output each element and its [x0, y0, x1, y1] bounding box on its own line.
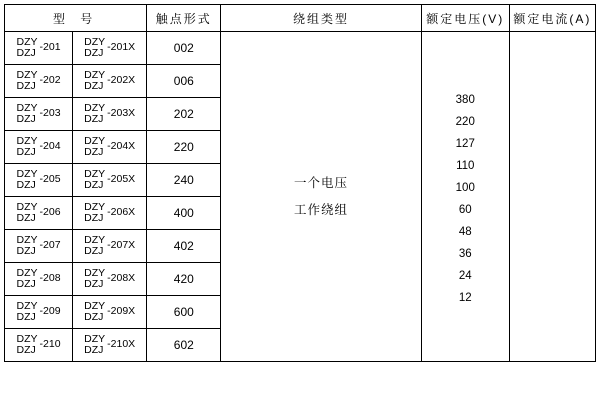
model-cell-a — [5, 263, 73, 296]
model-b-bottom: DZJ — [84, 245, 104, 257]
model-a-bottom: DZJ — [16, 212, 36, 224]
voltage-value: 48 — [458, 225, 472, 238]
model-a-bottom: DZJ — [16, 146, 36, 158]
contact-form-value: 006 — [147, 65, 221, 98]
rated-voltage-values — [421, 32, 509, 362]
model-b-suffix: -207X — [107, 239, 136, 252]
model-a-bottom: DZJ — [16, 245, 36, 257]
model-a-top: DZY — [16, 167, 38, 180]
model-cell-b — [73, 164, 147, 197]
model-cell-b — [73, 98, 147, 131]
contact-form-value: 240 — [147, 164, 221, 197]
model-b-suffix: -209X — [107, 305, 136, 318]
model-b-bottom: DZJ — [84, 146, 104, 158]
winding-type-value — [221, 32, 421, 362]
table-body — [5, 32, 596, 362]
model-b-top: DZY — [84, 68, 106, 81]
model-b-suffix: -205X — [107, 173, 136, 186]
table-row — [5, 32, 596, 65]
model-a-bottom: DZJ — [16, 311, 36, 323]
model-cell-a — [5, 296, 73, 329]
model-a-top: DZY — [16, 134, 38, 147]
model-cell-b — [73, 230, 147, 263]
column-header-contact-form: 触点形式 — [147, 5, 221, 32]
winding-line-2: 工作绕组 — [294, 202, 349, 217]
model-b-top: DZY — [84, 266, 106, 279]
model-a-suffix: -206 — [39, 206, 61, 219]
model-b-bottom: DZJ — [84, 80, 104, 92]
model-b-suffix: -206X — [107, 206, 136, 219]
voltage-value: 220 — [455, 115, 475, 128]
voltage-value: 12 — [458, 291, 472, 304]
voltage-value: 24 — [458, 269, 472, 282]
column-header-model: 型 号 — [5, 5, 147, 32]
column-header-rated-current: 额定电流(A) — [509, 5, 595, 32]
model-a-suffix: -204 — [39, 140, 61, 153]
model-b-bottom: DZJ — [84, 311, 104, 323]
column-header-winding-type: 绕组类型 — [221, 5, 421, 32]
voltage-value: 100 — [455, 181, 475, 194]
model-cell-b — [73, 65, 147, 98]
contact-form-value: 400 — [147, 197, 221, 230]
model-b-suffix: -203X — [107, 107, 136, 120]
model-b-bottom: DZJ — [84, 212, 104, 224]
specification-table — [4, 4, 596, 362]
voltage-value: 60 — [458, 203, 472, 216]
model-a-bottom: DZJ — [16, 47, 36, 59]
model-a-suffix: -205 — [39, 173, 61, 186]
model-a-top: DZY — [16, 200, 38, 213]
model-cell-b — [73, 263, 147, 296]
model-cell-a — [5, 197, 73, 230]
model-a-bottom: DZJ — [16, 80, 36, 92]
model-cell-b — [73, 329, 147, 362]
model-a-suffix: -208 — [39, 272, 61, 285]
model-cell-b — [73, 197, 147, 230]
model-cell-a — [5, 98, 73, 131]
model-a-bottom: DZJ — [16, 179, 36, 191]
model-cell-b — [73, 32, 147, 65]
model-b-bottom: DZJ — [84, 179, 104, 191]
model-cell-b — [73, 296, 147, 329]
table-header-row — [5, 5, 596, 32]
model-b-suffix: -204X — [107, 140, 136, 153]
model-a-top: DZY — [16, 101, 38, 114]
model-a-suffix: -203 — [39, 107, 61, 120]
column-header-rated-voltage: 额定电压(V) — [421, 5, 509, 32]
model-b-top: DZY — [84, 332, 106, 345]
model-b-suffix: -202X — [107, 74, 136, 87]
model-cell-a — [5, 164, 73, 197]
model-a-bottom: DZJ — [16, 278, 36, 290]
voltage-value: 36 — [458, 247, 472, 260]
model-a-top: DZY — [16, 35, 38, 48]
model-b-bottom: DZJ — [84, 113, 104, 125]
model-a-suffix: -209 — [39, 305, 61, 318]
model-a-top: DZY — [16, 266, 38, 279]
model-a-top: DZY — [16, 233, 38, 246]
model-b-suffix: -210X — [107, 338, 136, 351]
model-b-suffix: -208X — [107, 272, 136, 285]
winding-line-1: 一个电压 — [294, 176, 349, 191]
model-b-bottom: DZJ — [84, 278, 104, 290]
model-b-top: DZY — [84, 134, 106, 147]
model-a-bottom: DZJ — [16, 113, 36, 125]
model-b-bottom: DZJ — [84, 344, 104, 356]
model-cell-a — [5, 329, 73, 362]
spec-table-page — [0, 4, 600, 404]
model-cell-a — [5, 131, 73, 164]
contact-form-value: 420 — [147, 263, 221, 296]
model-cell-a — [5, 65, 73, 98]
contact-form-value: 002 — [147, 32, 221, 65]
model-cell-a — [5, 230, 73, 263]
model-cell-a — [5, 32, 73, 65]
model-b-top: DZY — [84, 299, 106, 312]
model-a-bottom: DZJ — [16, 344, 36, 356]
contact-form-value: 600 — [147, 296, 221, 329]
contact-form-value: 220 — [147, 131, 221, 164]
table-header — [5, 5, 596, 32]
contact-form-value: 602 — [147, 329, 221, 362]
voltage-value: 380 — [455, 93, 475, 106]
model-a-top: DZY — [16, 68, 38, 81]
contact-form-value: 202 — [147, 98, 221, 131]
model-b-suffix: -201X — [107, 41, 136, 54]
model-a-suffix: -210 — [39, 338, 61, 351]
rated-current-value — [509, 32, 595, 362]
model-b-top: DZY — [84, 233, 106, 246]
model-b-bottom: DZJ — [84, 47, 104, 59]
model-b-top: DZY — [84, 35, 106, 48]
contact-form-value: 402 — [147, 230, 221, 263]
model-b-top: DZY — [84, 200, 106, 213]
model-a-suffix: -201 — [39, 41, 61, 54]
model-a-suffix: -202 — [39, 74, 61, 87]
model-a-top: DZY — [16, 299, 38, 312]
voltage-value: 110 — [456, 159, 475, 172]
model-b-top: DZY — [84, 167, 106, 180]
model-a-top: DZY — [16, 332, 38, 345]
voltage-value: 127 — [455, 137, 475, 150]
model-cell-b — [73, 131, 147, 164]
model-b-top: DZY — [84, 101, 106, 114]
model-a-suffix: -207 — [39, 239, 61, 252]
